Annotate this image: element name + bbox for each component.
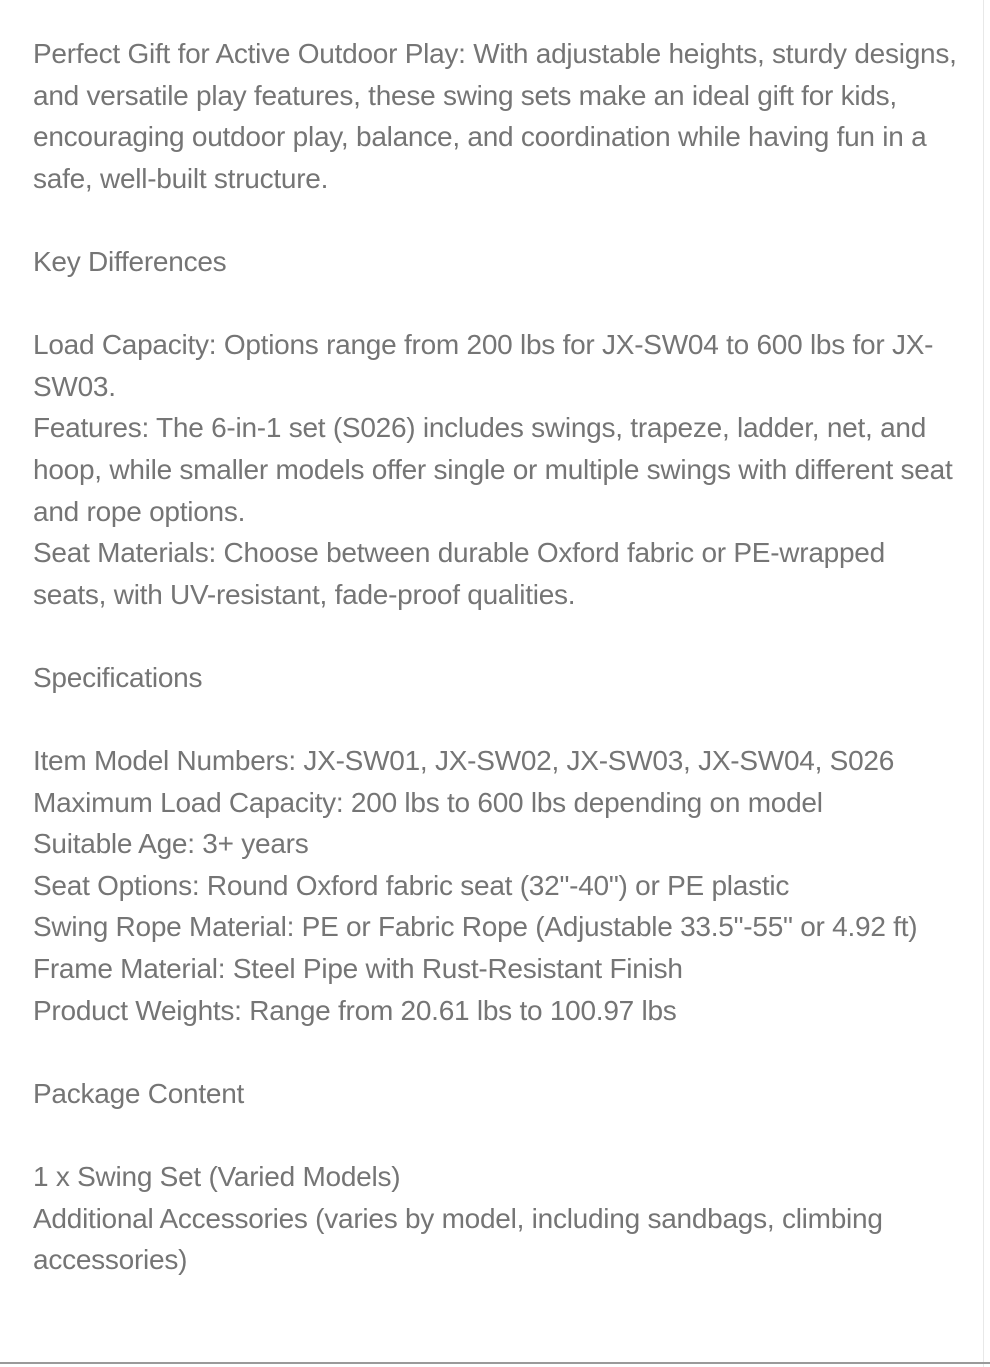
specification-line: Suitable Age: 3+ years: [33, 828, 309, 860]
package-content-line: 1 x Swing Set (Varied Models): [33, 1161, 401, 1193]
specification-line: Seat Options: Round Oxford fabric seat (32"-40") or PE plastic: [33, 869, 790, 901]
section-body-specifications: [33, 740, 961, 1031]
specification-line: Swing Rope Material: PE or Fabric Rope (Adjustable 33.5"-55" or 4.92 ft): [33, 911, 918, 943]
section-heading-package-content: Package Content: [33, 1077, 245, 1109]
package-content-line: Additional Accessories (varies by model, including sandbags, climbing accessories): [33, 1202, 883, 1276]
intro-paragraph: Perfect Gift for Active Outdoor Play: With adjustable heights, sturdy designs, and versatile play features, these swing sets make an ideal gift for kids, encouraging outdoor play, balance, and coordination while having fun in a safe, well-built structure.: [33, 38, 957, 194]
specification-line: Product Weights: Range from 20.61 lbs to 100.97 lbs: [33, 994, 677, 1026]
section-body-key-differences: [33, 324, 961, 615]
specification-line: Maximum Load Capacity: 200 lbs to 600 lbs depending on model: [33, 786, 823, 818]
key-difference-line: Load Capacity: Options range from 200 lbs for JX-SW04 to 600 lbs for JX-SW03.: [33, 329, 934, 402]
section-heading-specifications: Specifications: [33, 661, 203, 693]
section-heading-key-differences: Key Differences: [33, 245, 227, 277]
key-difference-line: Seat Materials: Choose between durable Oxford fabric or PE-wrapped seats, with UV-resistant, fade-proof qualities.: [33, 537, 885, 610]
bottom-divider: [0, 1362, 990, 1364]
specification-line: Item Model Numbers: JX-SW01, JX-SW02, JX-SW03, JX-SW04, S026: [33, 745, 895, 777]
specification-line: Frame Material: Steel Pipe with Rust-Resistant Finish: [33, 953, 683, 985]
section-body-package-content: [33, 1156, 961, 1281]
right-edge-border: [983, 0, 984, 1367]
key-difference-line: Features: The 6-in-1 set (S026) includes swings, trapeze, ladder, net, and hoop, while smaller models offer single or multiple swings with different seat and rope options.: [33, 412, 953, 527]
